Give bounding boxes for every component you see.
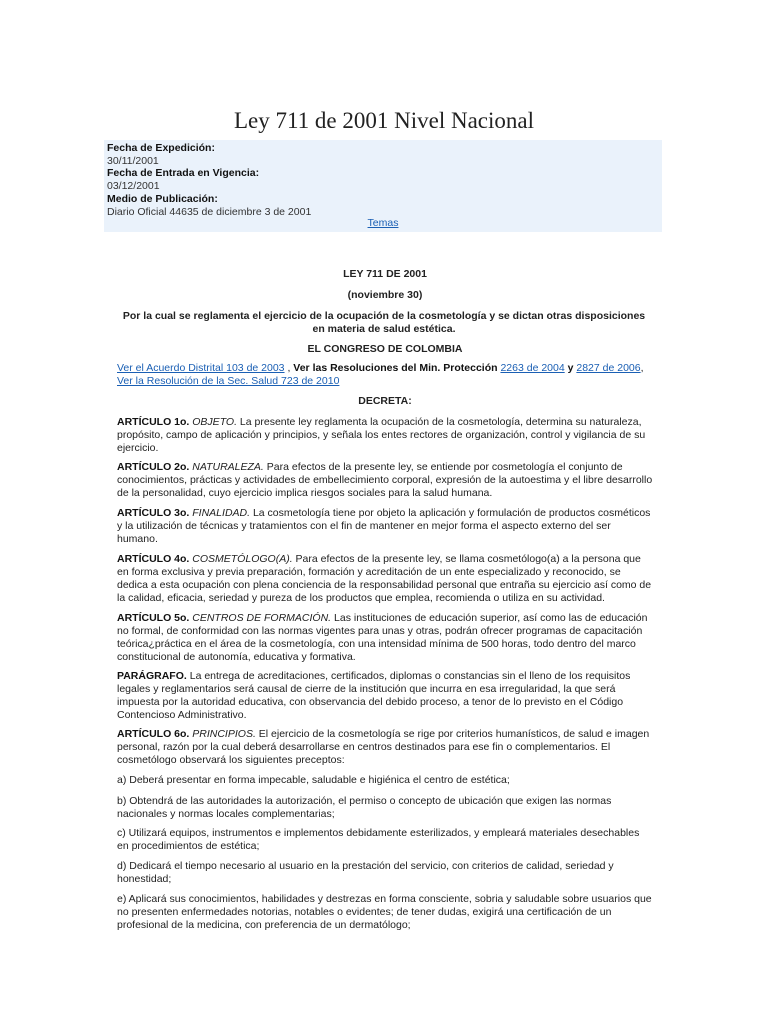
article-text: Para efectos de la presente ley, se llama cosmetólogo(a) a la persona que en forma exclusiva y previa preparación, formación y acreditación de un ente especializado y reconocido, se dedica a esta ocupación con plena conciencia de la responsabilidad personal que entraña su ejercicio así como de la calidad, eficacia, seriedad y pureza de los productos que emplea, recomienda o utiliza en su actividad.	[117, 553, 652, 604]
law-date: (noviembre 30)	[347, 289, 423, 301]
temas-link[interactable]: Temas	[367, 217, 399, 229]
article-head: ARTÍCULO 1o.	[117, 416, 190, 428]
ref-sec-salud-link[interactable]: Ver la Resolución de la Sec. Salud 723 de 2010	[117, 374, 340, 387]
article-text: La cosmetología tiene por objeto la aplicación y formulación de productos cosméticos y la utilización de técnicas y tratamientos con el fin de mantener en mejor forma el aspecto externo del ser humano.	[117, 507, 651, 545]
article-text: La entrega de acreditaciones, certificados, diplomas o constancias sin el lleno de los requisitos legales y reglamentarios será causal de cierre de la institución que incurra en esa irregularidad, la que será impuesta por la autoridad educativa, con observancia del debido proceso, a tenor de lo previsto en el Código Contencioso Administrativo.	[117, 670, 631, 721]
article-2	[117, 461, 653, 500]
article-head: ARTÍCULO 2o.	[117, 461, 190, 473]
law-number: LEY 711 DE 2001	[343, 268, 427, 280]
article-head: ARTÍCULO 6o.	[117, 728, 190, 740]
article-text: Las instituciones de educación superior, así como las de educación no formal, de conformidad con las normas vigentes para unas y otras, podrán ofrecer programas de capacitación teórica¿práctica en el área de la cosmetología, con una intensidad mínima de 500 horas, todo dentro del marco constitucional de autonomía, educativa y formativa.	[117, 612, 648, 663]
list-item-a: a) Deberá presentar en forma impecable, saludable e higiénica el centro de estética;	[117, 774, 510, 786]
article-topic: COSMETÓLOGO(A).	[192, 553, 293, 565]
article-topic: NATURALEZA.	[192, 461, 264, 473]
paragrafo	[117, 670, 653, 722]
ref-2263-link[interactable]: 2263 de 2004	[500, 362, 565, 374]
decreta-heading: DECRETA:	[358, 395, 412, 407]
ref-and: y	[564, 362, 577, 374]
law-summary: Por la cual se reglamenta el ejercicio de la ocupación de la cosmetología y se dictan otras disposiciones en materia de salud estética.	[122, 310, 646, 335]
congress-heading: EL CONGRESO DE COLOMBIA	[307, 343, 463, 355]
medio-publicacion-value: Diario Oficial 44635 de diciembre 3 de 2001	[107, 205, 312, 218]
article-topic: OBJETO.	[192, 416, 237, 428]
article-6	[117, 728, 653, 767]
article-4	[117, 553, 653, 605]
article-head: ARTÍCULO 5o.	[117, 612, 190, 624]
ref-2827-link[interactable]: 2827 de 2006	[576, 362, 641, 374]
list-item-b: b) Obtendrá de las autoridades la autorización, el permiso o concepto de ubicación que exigen las normas nacionales y normas locales complementarias;	[117, 795, 612, 820]
fecha-expedicion-value: 30/11/2001	[107, 154, 159, 167]
article-5	[117, 612, 653, 664]
list-item-c: c) Utilizará equipos, instrumentos e implementos debidamente esterilizados, y empleará materiales desechables en procedimientos de estética;	[117, 827, 640, 852]
article-text: La presente ley reglamenta la ocupación de la cosmetología, determina su naturaleza, propósito, campo de aplicación y principios, y señala los entes rectores de organización, control y vigilancia de su ejercicio.	[117, 416, 646, 454]
article-head: ARTÍCULO 4o.	[117, 553, 190, 565]
metadata-box	[104, 140, 662, 232]
article-topic: CENTROS DE FORMACIÓN.	[192, 612, 332, 624]
article-text: El ejercicio de la cosmetología se rige por criterios humanísticos, de salud e imagen personal, razón por la cual deberá desarrollarse en centros destinados para ese fin o complementarios. El cosmetólogo observará los siguientes preceptos:	[117, 728, 650, 766]
article-text: Para efectos de la presente ley, se entiende por cosmetología el conjunto de conocimientos, prácticas y actividades de embellecimiento corporal, expresión de la autoestima y el libre desarrollo de la personalidad, cuyo ejercicio implica riesgos sociales para la salud humana.	[117, 461, 653, 499]
list-item-d: d) Dedicará el tiempo necesario al usuario en la prestación del servicio, con criterios de calidad, seriedad y honestidad;	[117, 860, 614, 885]
ref-resoluciones-text: Ver las Resoluciones del Min. Protección	[293, 362, 498, 374]
article-3	[117, 507, 653, 546]
article-topic: FINALIDAD.	[192, 507, 251, 519]
article-topic: PRINCIPIOS.	[192, 728, 256, 740]
article-1	[117, 416, 653, 455]
article-head: ARTÍCULO 3o.	[117, 507, 190, 519]
ref-sep-1: ,	[284, 362, 294, 374]
list-item-e: e) Aplicará sus conocimientos, habilidades y destrezas en forma consciente, sobria y saludable sobre usuarios que no presenten enfermedades notorias, notables o evidentes; de tener dudas, exigirá una certificación de un profesional de la medicina, con preferencia de un dermatólogo;	[117, 893, 652, 931]
page-title: Ley 711 de 2001 Nivel Nacional	[234, 108, 534, 133]
references	[117, 362, 653, 388]
medio-publicacion-label: Medio de Publicación:	[107, 192, 218, 205]
ref-acuerdo-link[interactable]: Ver el Acuerdo Distrital 103 de 2003	[117, 362, 285, 374]
fecha-vigencia-value: 03/12/2001	[107, 180, 160, 193]
article-head: PARÁGRAFO.	[117, 670, 187, 682]
ref-sep-2: ,	[640, 362, 644, 374]
fecha-expedicion-label: Fecha de Expedición:	[107, 142, 215, 154]
fecha-vigencia-label: Fecha de Entrada en Vigencia:	[107, 167, 260, 180]
